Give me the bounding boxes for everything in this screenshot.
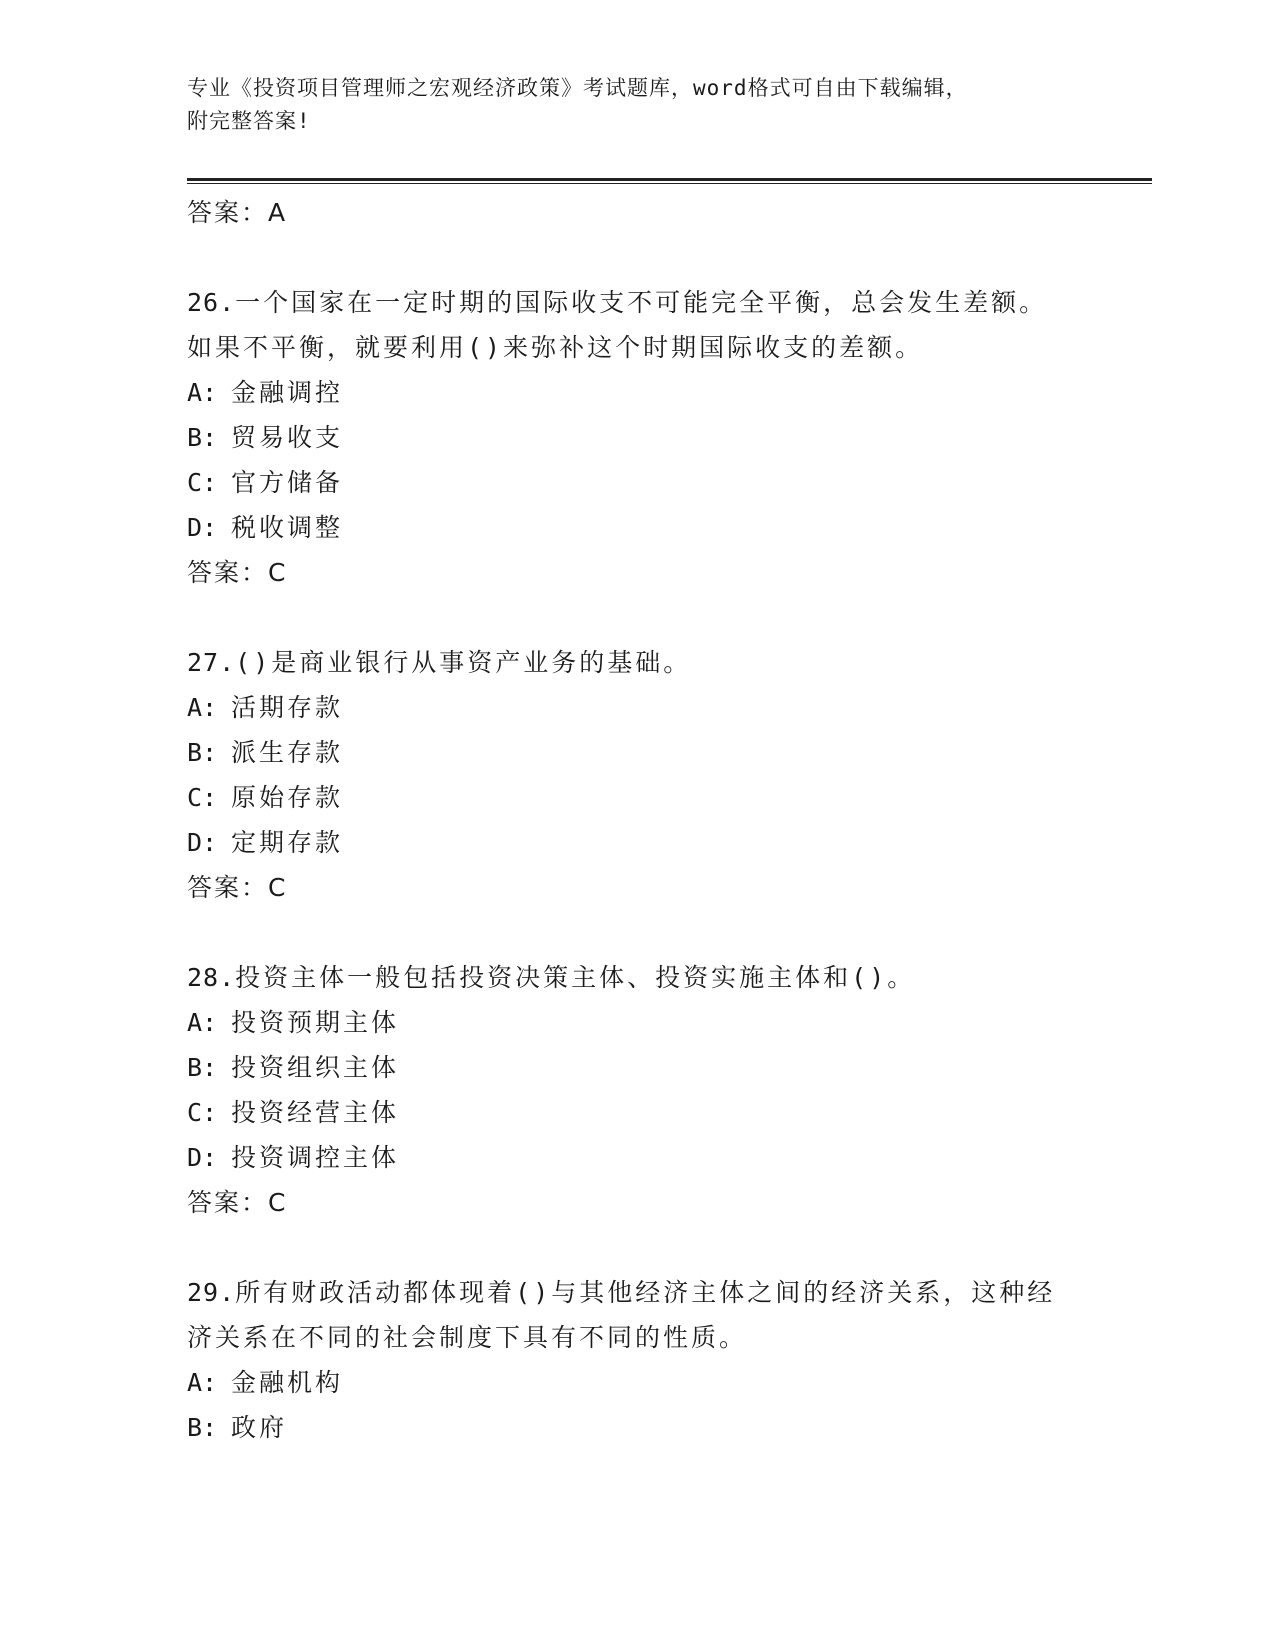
answer-label: 答案： xyxy=(187,873,269,902)
answer-label: 答案： xyxy=(187,1188,269,1217)
question-stem-line xyxy=(187,640,1087,685)
option-letter: A: xyxy=(187,1368,218,1397)
option-letter: C: xyxy=(187,1098,218,1127)
header-divider-thin xyxy=(187,183,1152,184)
question-number: 29. xyxy=(187,1278,236,1307)
option-text: 政府 xyxy=(231,1413,288,1442)
option-c xyxy=(187,1090,1087,1135)
answer-line xyxy=(187,190,1087,235)
option-b xyxy=(187,415,1087,460)
answer-label: 答案： xyxy=(187,198,269,227)
answer-line xyxy=(187,1180,1087,1225)
answer-line xyxy=(187,550,1087,595)
option-b xyxy=(187,730,1087,775)
option-d xyxy=(187,505,1087,550)
option-b xyxy=(187,1045,1087,1090)
option-letter: C: xyxy=(187,783,218,812)
option-letter: B: xyxy=(187,1413,218,1442)
option-text: 定期存款 xyxy=(231,828,344,857)
question-stem xyxy=(187,640,1087,685)
question-stem-line: 济关系在不同的社会制度下具有不同的性质。 xyxy=(187,1323,748,1352)
question-stem xyxy=(187,280,1087,370)
question-stem-line: 如果不平衡，就要利用()来弥补这个时期国际收支的差额。 xyxy=(187,333,924,362)
question-text: 一个国家在一定时期的国际收支不可能完全平衡，总会发生差额。 xyxy=(235,288,1048,317)
question-stem-line xyxy=(187,280,1087,325)
option-text: 原始存款 xyxy=(231,783,344,812)
option-a xyxy=(187,370,1087,415)
question-stem-line xyxy=(187,1270,1087,1315)
question-stem xyxy=(187,955,1087,1000)
option-b xyxy=(187,1405,1087,1450)
question-list xyxy=(187,190,1087,1450)
option-text: 投资经营主体 xyxy=(231,1098,400,1127)
option-text: 贸易收支 xyxy=(231,423,344,452)
option-text: 派生存款 xyxy=(231,738,344,767)
question-stem-line xyxy=(187,955,1087,1000)
option-text: 金融调控 xyxy=(231,378,344,407)
option-letter: D: xyxy=(187,828,218,857)
option-text: 活期存款 xyxy=(231,693,344,722)
question-stem xyxy=(187,1270,1087,1360)
question-item xyxy=(187,640,1087,910)
question-text: 投资主体一般包括投资决策主体、投资实施主体和()。 xyxy=(235,963,916,992)
question-item xyxy=(187,955,1087,1225)
option-c xyxy=(187,775,1087,820)
answer-value: C xyxy=(268,873,287,902)
header-divider-thick xyxy=(187,178,1152,181)
option-letter: A: xyxy=(187,378,218,407)
question-text: ()是商业银行从事资产业务的基础。 xyxy=(235,648,692,677)
option-a xyxy=(187,1000,1087,1045)
answer-value: C xyxy=(268,1188,287,1217)
option-letter: B: xyxy=(187,1053,218,1082)
option-letter: A: xyxy=(187,1008,218,1037)
option-letter: B: xyxy=(187,423,218,452)
option-letter: A: xyxy=(187,693,218,722)
option-d xyxy=(187,820,1087,865)
option-a xyxy=(187,685,1087,730)
answer-value: A xyxy=(268,198,287,227)
question-text: 所有财政活动都体现着()与其他经济主体之间的经济关系，这种经 xyxy=(235,1278,1056,1307)
option-c xyxy=(187,460,1087,505)
question-item xyxy=(187,1270,1087,1450)
option-a xyxy=(187,1360,1087,1405)
answer-value: C xyxy=(268,558,287,587)
option-letter: D: xyxy=(187,1143,218,1172)
header-line-2: 附完整答案! xyxy=(187,109,311,133)
option-d xyxy=(187,1135,1087,1180)
option-letter: B: xyxy=(187,738,218,767)
question-number: 27. xyxy=(187,648,236,677)
option-text: 投资预期主体 xyxy=(231,1008,400,1037)
answer-line xyxy=(187,865,1087,910)
question-item xyxy=(187,280,1087,595)
header-line-1: 专业《投资项目管理师之宏观经济政策》考试题库，word格式可自由下载编辑， xyxy=(187,76,968,100)
option-text: 投资组织主体 xyxy=(231,1053,400,1082)
option-text: 税收调整 xyxy=(231,513,344,542)
document-header xyxy=(187,72,1087,138)
option-text: 官方储备 xyxy=(231,468,344,497)
answer-label: 答案： xyxy=(187,558,269,587)
option-letter: C: xyxy=(187,468,218,497)
option-text: 金融机构 xyxy=(231,1368,344,1397)
question-number: 28. xyxy=(187,963,236,992)
question-number: 26. xyxy=(187,288,236,317)
option-letter: D: xyxy=(187,513,218,542)
option-text: 投资调控主体 xyxy=(231,1143,400,1172)
